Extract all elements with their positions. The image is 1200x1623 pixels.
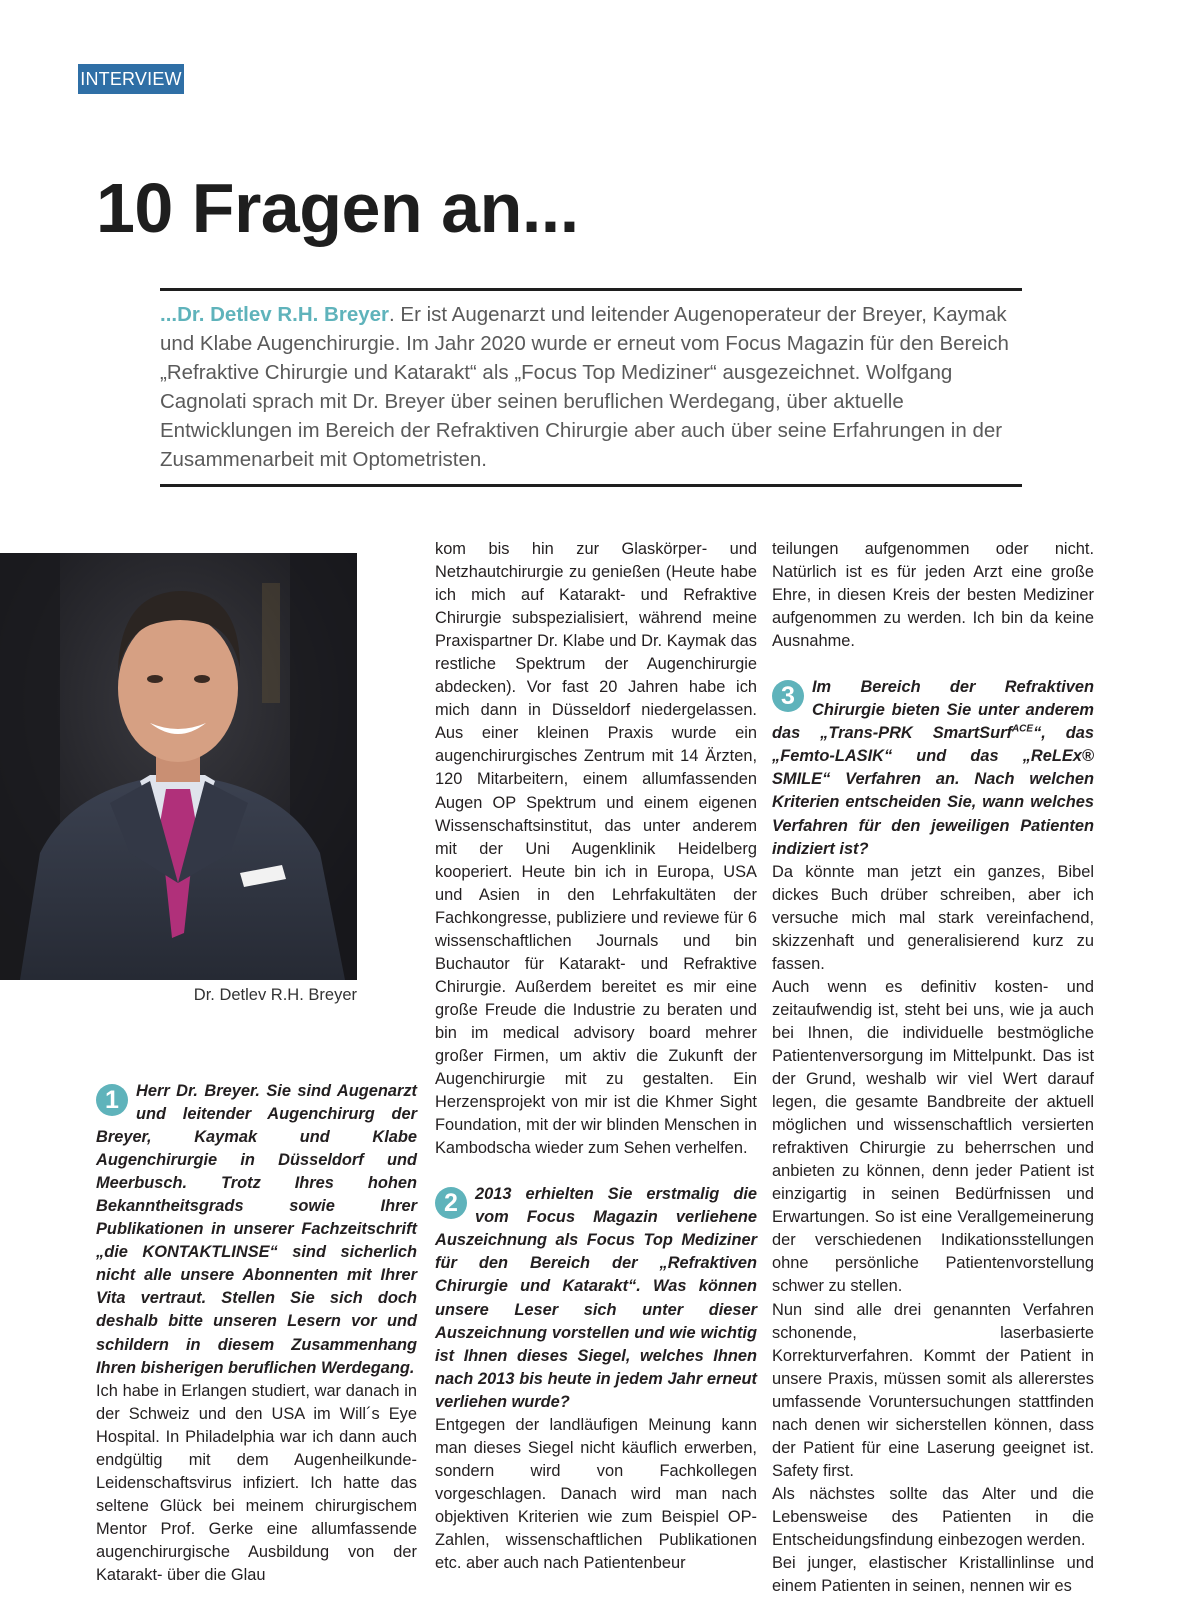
answer-2-part-2: teilungen aufgenommen oder nicht. Natürlich ist es für jeden Arzt eine große Ehre, in diesen Kreis der besten Mediziner aufgenommen zu werden. Ich bin da keine Ausnahme. — [772, 540, 1094, 651]
column-2 — [435, 538, 757, 1575]
question-2-text: 2013 erhielten Sie erstmalig die vom Focus Magazin verliehene Auszeichnung als Focus Top Mediziner für den Bereich der „Refraktiven Chirurgie und Katarakt“. Was können unsere Leser sich unter dieser Auszeichnung vorstellen und wie wichtig ist Ihnen dieses Siegel, welches Ihnen nach 2013 bis heute in jedem Jahr erneut verliehen wurde? — [435, 1185, 757, 1411]
bottom-divider — [160, 484, 1022, 487]
question-3-text-a: Im Bereich der Refraktiven Chirurgie bieten Sie unter anderem das „Trans-PRK SmartSurf — [772, 678, 1094, 743]
question-3-superscript: ACE — [1011, 723, 1034, 735]
answer-1-part-1: Ich habe in Erlangen studiert, war danach in der Schweiz und den USA im Will´s Eye Hospital. In Philadelphia war ich dann auch endgültig mit dem Augenheilkunde-Leidenschaftsvirus infiziert. Ich hatte das seltene Glück bei meinem chirurgischem Mentor Prof. Gerke eine allumfassende augenchirurgische Ausbildung von der Katarakt- über die Glau — [96, 1381, 417, 1584]
answer-1-part-2: kom bis hin zur Glaskörper- und Netzhautchirurgie zu genießen (Heute habe ich mich auf Katarakt- und Refraktive Chirurgie subspezialisiert, während meine Praxispartner Dr. Klabe und Dr. Kaymak das restliche Spektrum der Augenchirurgie abdecken). Vor fast 20 Jahren habe ich mich dann in Düsseldorf niedergelassen. Aus einer kleinen Praxis wurde ein augenchirurgisches Zentrum mit 14 Ärzten, 120 Mitarbeitern, einem allumfassenden Augen OP Spektrum und einem eigenen Wissenschaftsinstitut, das unter anderem mit der Uni Augenklinik Heidelberg kooperiert. Heute bin ich in Europa, USA und Asien in den Lehrfakultäten der Fachkongresse, publiziere und reviewe für 6 wissenschaftlichen Journals und bin Buchautor für Katarakt- und Refraktive Chirurgie. Außerdem bereitet es mir eine große Freude die Industrie zu beraten und bin im medical advisory board mehrer großer Firmen, um aktiv die Zukunft der Augenchirurgie mit zu gestalten. Ein Herzensprojekt von mir ist die Khmer Sight Foundation, mit der wir blinden Menschen in Kambodscha wieder zum Sehen verhelfen. — [435, 540, 757, 1158]
photo-caption: Dr. Detlev R.H. Breyer — [193, 986, 357, 1004]
question-2 — [435, 1183, 757, 1413]
question-1-text: Herr Dr. Breyer. Sie sind Augenarzt und leitender Augenchirurg der Breyer, Kaymak und Klabe Augenchirurgie in Düsseldorf und Meerbusch. Trotz Ihres hohen Bekanntheitsgrads sowie Ihrer Publikationen in unserer Fachzeitschrift „die KONTAKTLINSE“ sind sicherlich nicht alle unsere Abonnenten mit Ihrer Vita vertraut. Stellen Sie sich doch deshalb bitte unseren Lesern vor und schildern in diesem Zusammenhang Ihren bisherigen beruflichen Werdegang. — [96, 1082, 417, 1377]
question-number-2: 2 — [435, 1187, 467, 1219]
answer-3-paragraph-2: Auch wenn es definitiv kosten- und zeitaufwendig ist, steht bei uns, wie ja auch bei Ihnen, die individuelle bestmögliche Patientenversorgung im Mittelpunkt. Das ist der Grund, weshalb wir viel Wert darauf legen, die gesamte Bandbreite der aktuell möglichen und wissenschaftlich versierten refraktiven Chirurgie zu beherrschen und anbieten zu können, denn jeder Patient ist einzigartig in seinen Bedürfnissen und Erwartungen. So ist eine Verallgemeinerung der verschiedenen Indikationsstellungen ohne persönliche Patientenvorstellung schwer zu stellen. — [772, 977, 1094, 1296]
question-number-3: 3 — [772, 680, 804, 712]
portrait-photo — [0, 553, 357, 980]
column-3 — [772, 538, 1094, 1598]
page-title: 10 Fragen an... — [96, 169, 579, 247]
question-number-1: 1 — [96, 1084, 128, 1116]
top-divider — [160, 288, 1022, 291]
answer-3-paragraph-3: Nun sind alle drei genannten Verfahren schonende, laserbasierte Korrekturverfahren. Kommt der Patient in unsere Praxis, müssen somit als allererstes umfassende Voruntersuchungen stattfinden nach denen wir sicherstellen können, dass der Patient für eine Laserung geeignet ist. Safety first. — [772, 1300, 1094, 1480]
answer-3-paragraph-4: Als nächstes sollte das Alter und die Lebensweise des Patienten in die Entscheidungsfindung einbezogen werden. — [772, 1484, 1094, 1549]
question-1 — [96, 1080, 417, 1380]
column-1 — [96, 1080, 417, 1587]
intro-text: . Er ist Augenarzt und leitender Augenoperateur der Breyer, Kaymak und Klabe Augenchirurgie. Im Jahr 2020 wurde er erneut vom Focus Magazin für den Bereich „Refraktive Chirurgie und Katarakt“ als „Focus Top Mediziner“ ausgezeichnet. Wolfgang Cagnolati sprach mit Dr. Breyer über seinen beruflichen Werdegang, über aktuelle Entwicklungen im Bereich der Refraktiven Chirurgie aber auch über seine Erfahrungen in der Zusammenarbeit mit Optometristen. — [160, 303, 1009, 471]
question-3 — [772, 676, 1094, 860]
answer-2-part-1: Entgegen der landläufigen Meinung kann man dieses Siegel nicht käuflich erwerben, sondern wird von Fachkollegen vorgeschlagen. Danach wird man nach objektiven Kriterien wie zum Beispiel OP-Zahlen, wissenschaftlichen Publikationen etc. aber auch nach Patientenbeur — [435, 1415, 757, 1573]
answer-3-paragraph-1: Da könnte man jetzt ein ganzes, Bibel dickes Buch drüber schreiben, aber ich versuche mich mal stark vereinfachend, skizzenhaft und generalisierend kurz zu fassen. — [772, 862, 1094, 973]
portrait-illustration — [0, 553, 357, 980]
question-3-text-b: “, das „Femto-LASIK“ und das „ReLEx® SMILE“ Verfahren an. Nach welchen Kriterien entscheiden Sie, wann welches Verfahren für den jeweiligen Patienten indiziert ist? — [772, 724, 1094, 858]
answer-3-paragraph-5: Bei junger, elastischer Kristallinlinse und einem Patienten in seinen, nennen wir es — [772, 1554, 1094, 1596]
intro-name: ...Dr. Detlev R.H. Breyer — [160, 303, 390, 326]
section-tag: INTERVIEW — [78, 64, 184, 94]
intro-paragraph — [160, 300, 1040, 474]
